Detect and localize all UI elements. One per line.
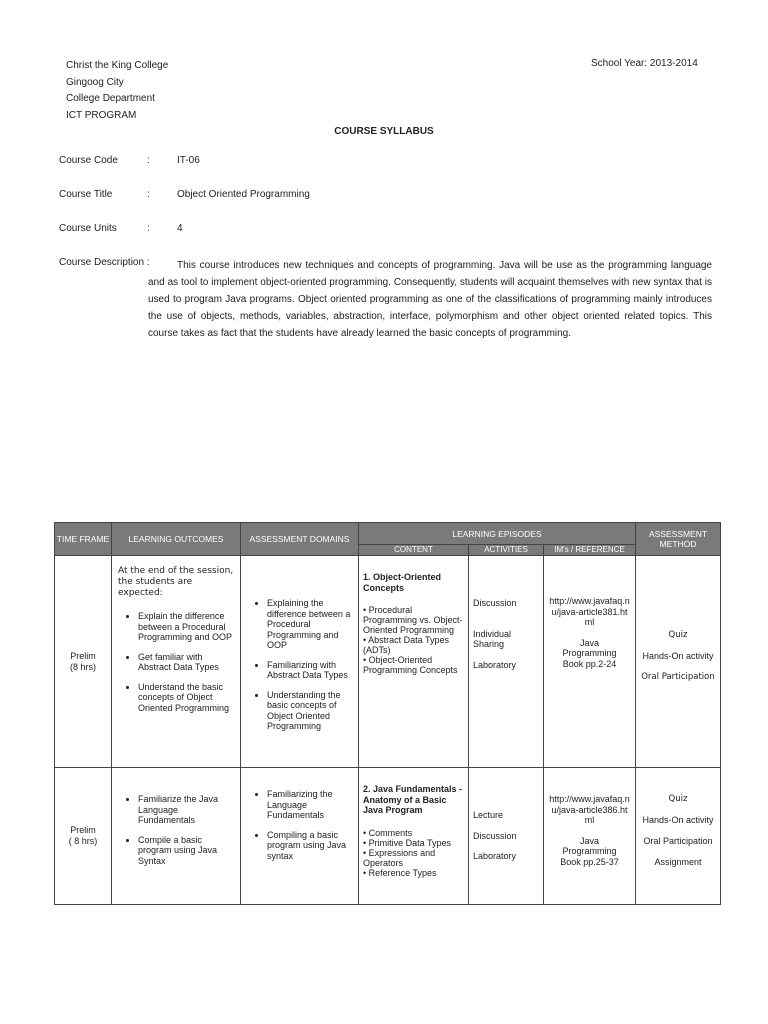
activity-item: Lecture: [473, 810, 504, 820]
reference-cell: [544, 556, 636, 768]
content-title: 2. Java Fundamentals - Anatomy of a Basic Java Program: [363, 784, 463, 815]
method-item: Assignment: [654, 857, 702, 867]
course-units-value: 4: [177, 223, 183, 234]
header-assessment-domains: ASSESSMENT DOMAINS: [241, 523, 359, 556]
outcomes-list: [118, 794, 234, 866]
method-item: Quiz: [668, 794, 688, 804]
list-item: • Compile a basic program using Java Syntax: [138, 835, 234, 867]
college-city: Gingoog City: [66, 76, 124, 88]
method-item: Hands-On activity: [642, 651, 714, 661]
outcomes-intro: At the end of the session, the students are expected:: [118, 566, 234, 598]
method-item: Hands-On activity: [642, 815, 714, 825]
outcomes-list: [118, 611, 234, 713]
school-year: School Year: 2013-2014: [591, 58, 698, 69]
activity-item: Laboratory: [473, 851, 517, 861]
colon: :: [147, 155, 150, 166]
college-name: Christ the King College: [66, 60, 169, 71]
program-name: ICT PROGRAM: [66, 110, 137, 122]
domains-list: [247, 598, 352, 732]
outcomes-cell: [112, 768, 241, 905]
list-item: • Explain the difference between a Procedural Programming and OOP: [138, 611, 234, 643]
colon: :: [147, 189, 150, 200]
reference-url: http://www.javafaq.nu/java-article381.html: [549, 596, 630, 627]
time-frame-cell: [55, 768, 112, 905]
header-time-frame: TIME FRAME: [55, 523, 112, 556]
activity-item: Discussion: [473, 830, 517, 841]
content-item: • Expressions and Operators: [363, 847, 436, 868]
list-item: • Understanding the basic concepts of Object Oriented Programming: [267, 690, 352, 732]
content-cell: [359, 768, 469, 905]
list-item: • Understand the basic concepts of Object Oriented Programming: [138, 682, 234, 714]
reference-book: Java Programming Book pp.25-37: [560, 835, 619, 867]
header-content: CONTENT: [359, 545, 469, 556]
time-frame: Prelim (8 hrs): [69, 650, 96, 672]
domains-cell: [241, 768, 359, 905]
course-description-label: Course Description :: [59, 257, 150, 268]
content-item: • Reference Types: [363, 867, 437, 878]
method-cell: [636, 556, 721, 768]
content-item: • Comments: [363, 827, 413, 838]
colon: :: [147, 223, 150, 234]
reference-cell: [544, 768, 636, 905]
list-item: • Compiling a basic program using Java syntax: [267, 830, 352, 862]
table-row: [55, 768, 721, 905]
content-item: • Primitive Data Types: [363, 837, 452, 848]
list-item: • Familiarizing with Abstract Data Types: [267, 660, 352, 681]
content-item: • Procedural Programming vs. Object-Oriented Programming: [363, 605, 463, 635]
header-learning-outcomes: LEARNING OUTCOMES: [112, 523, 241, 556]
activity-item: Laboratory: [473, 659, 517, 670]
course-title-label: Course Title: [59, 189, 113, 200]
content-cell: [359, 556, 469, 768]
list-item: • Get familiar with Abstract Data Types: [138, 652, 234, 673]
list-item: • Familiarizing the Language Fundamentals: [267, 789, 352, 821]
domains-cell: [241, 556, 359, 768]
course-code-label: Course Code: [59, 155, 118, 166]
table-row: [55, 556, 721, 768]
list-item: • Explaining the difference between a Procedural Programming and OOP: [267, 598, 352, 651]
domains-list: [247, 789, 352, 861]
method-item: Oral Participation: [641, 672, 715, 682]
syllabus-table: [54, 522, 721, 905]
method-item: Quiz: [668, 630, 688, 640]
time-frame: Prelim ( 8 hrs): [68, 825, 98, 846]
time-frame-cell: [55, 556, 112, 768]
content-title: 1. Object-Oriented Concepts: [363, 572, 442, 593]
college-department: College Department: [66, 93, 155, 105]
activity-item: Discussion: [473, 598, 517, 608]
course-code-value: IT-06: [177, 155, 200, 166]
college-header: [66, 58, 168, 125]
method-item: Oral Participation: [643, 836, 713, 846]
header-activities: ACTIVITIES: [469, 545, 544, 556]
activity-item: Individual Sharing: [473, 628, 512, 649]
content-item: • Abstract Data Types (ADTs): [363, 635, 450, 655]
content-item: • Object-Oriented Programming Concepts: [363, 655, 458, 675]
header-ims-reference: IM's / REFERENCE: [544, 545, 636, 556]
course-title-value: Object Oriented Programming: [177, 189, 310, 200]
method-cell: [636, 768, 721, 905]
course-description-text: This course introduces new techniques and concepts of programming. Java will be use as the programming language and as tool to implement object-oriented programming. Consequently, students will acquaint themselves with new syntax that is used to program Java programs. Object oriented programming as one of the classifications of programming mainly introduces the use of objects, methods, variables, abstraction, interface, polymorphism and other object oriented related topics. This course takes as fact that the students have already learned the basic concepts of programming.: [148, 260, 712, 339]
course-units-label: Course Units: [59, 223, 117, 234]
activities-cell: [469, 556, 544, 768]
header-learning-episodes: LEARNING EPISODES: [359, 523, 636, 545]
reference-book: Java Programming Book pp.2-24: [562, 637, 617, 669]
list-item: • Familiarize the Java Language Fundamentals: [138, 794, 234, 826]
page-title: COURSE SYLLABUS: [334, 126, 434, 137]
header-assessment-method: ASSESSMENT METHOD: [636, 523, 721, 556]
reference-url: http://www.javafaq.nu/java-article386.html: [549, 794, 630, 825]
activities-cell: [469, 768, 544, 905]
outcomes-cell: [112, 556, 241, 768]
